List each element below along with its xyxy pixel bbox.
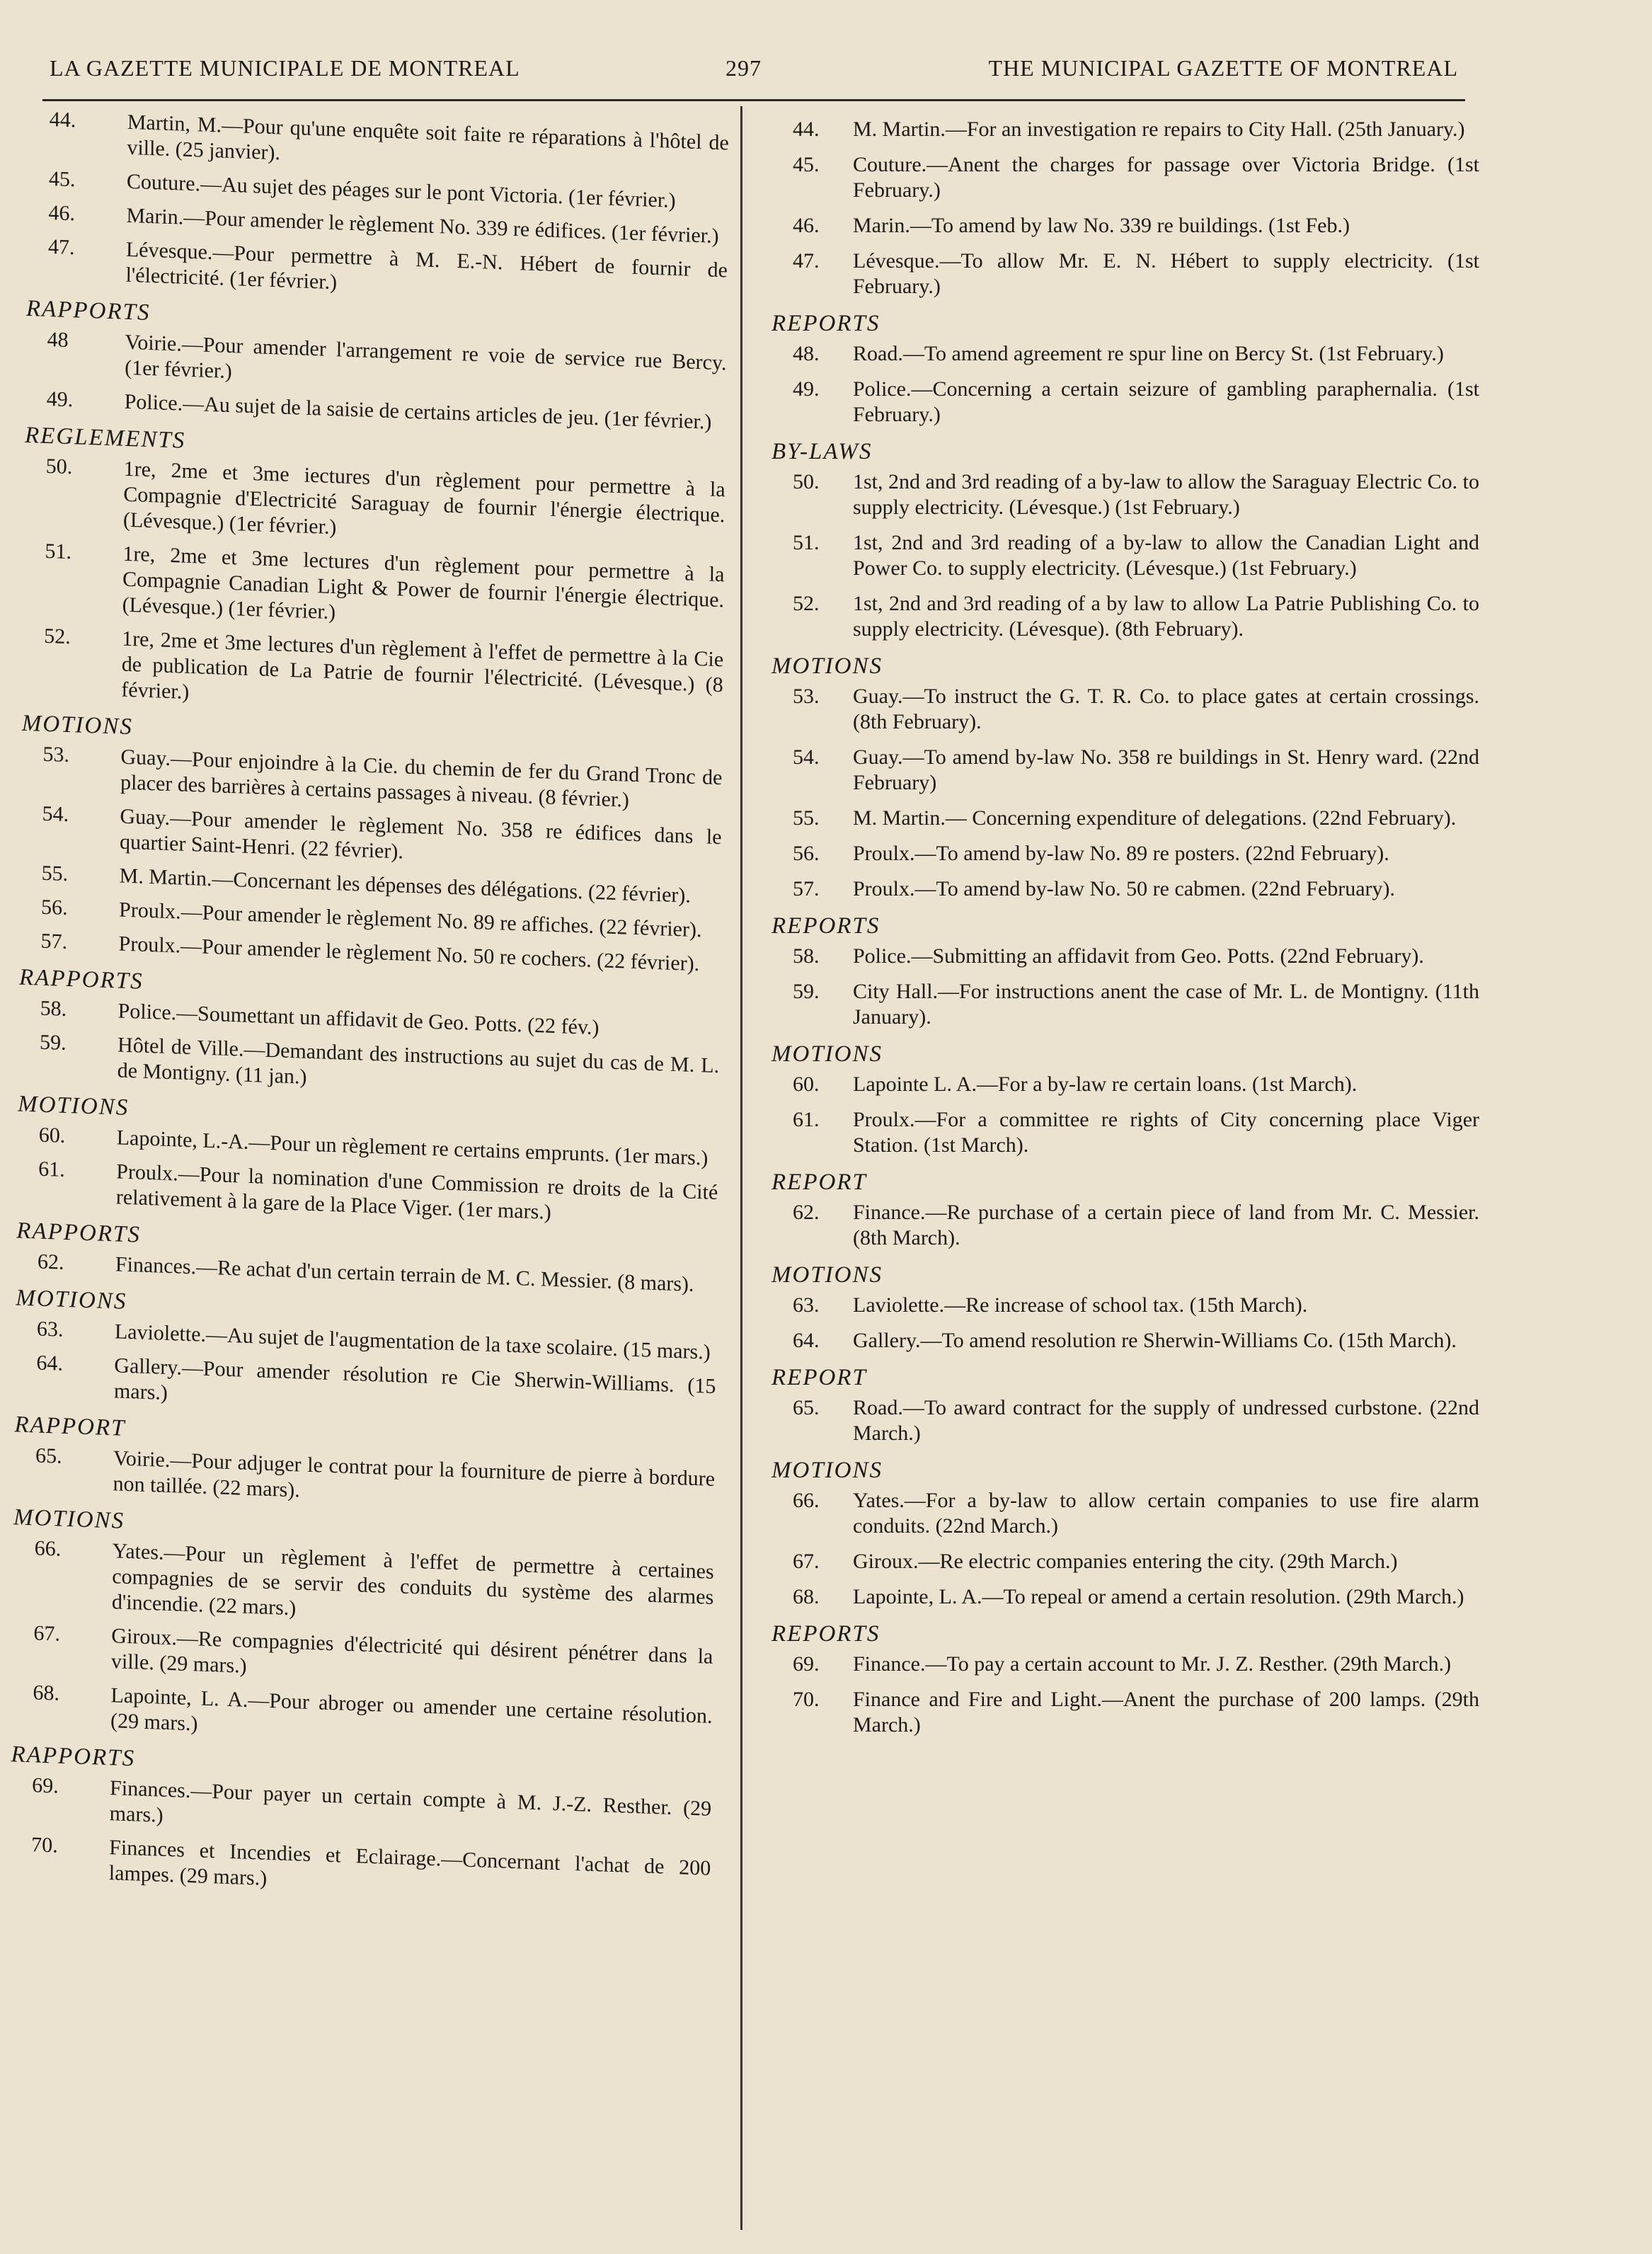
item-text: Proulx.—Pour amender le règlement No. 89 re affiches. (22 février).: [118, 898, 702, 942]
section-heading: REPORTS: [771, 311, 881, 336]
item-text: Road.—To award contract for the supply of undressed curbstone. (22nd March.): [853, 1396, 1479, 1445]
item-number: 67.: [33, 1621, 61, 1646]
item-text: Guay.—Pour enjoindre à la Cie. du chemin de fer du Grand Tronc de placer des barrières à certains passages à niveau. (8 février.): [120, 745, 723, 812]
item-text: Proulx.—To amend by-law No. 89 re posters. (22nd February).: [853, 842, 1389, 865]
item-number: 59.: [39, 1030, 67, 1055]
section-heading: REPORTS: [771, 913, 881, 939]
agenda-item: [764, 1072, 1479, 1097]
item-text: Police.—Submitting an affidavit from Geo. Potts. (22nd February).: [853, 944, 1424, 968]
item-text: Gallery.—To amend resolution re Sherwin-Williams Co. (15th March).: [853, 1329, 1457, 1352]
item-number: 69.: [793, 1652, 820, 1676]
agenda-item: [764, 469, 1479, 520]
item-text: Police.—Concerning a certain seizure of gambling paraphernalia. (1st February.): [853, 377, 1479, 426]
item-number: 67.: [793, 1550, 820, 1573]
item-number: 45.: [793, 153, 820, 176]
item-text: 1re, 2me et 3me lectures d'un règlement à l'effet de permettre à la Cie de publication de La Patrie de fournir l'électricité. (Lévesque.) (8 février.): [121, 627, 724, 704]
agenda-item: [764, 1107, 1479, 1158]
item-text: Yates.—Pour un règlement à l'effet de permettre à certaines compagnies de se servir des conduits du système des alarmes d'incendie. (22 mars.): [111, 1539, 714, 1620]
item-number: 70.: [31, 1833, 58, 1858]
agenda-item: [764, 1395, 1479, 1446]
item-text: Finances.—Pour payer un certain compte à M. J.-Z. Resther. (29 mars.): [109, 1776, 712, 1827]
item-text: Police.—Soumettant un affidavit de Geo. Potts. (22 fév.): [117, 999, 600, 1040]
item-text: Finances.—Re achat d'un certain terrain de M. C. Messier. (8 mars).: [115, 1252, 694, 1296]
item-text: 1re, 2me et 3me lectures d'un règlement pour permettre à la Compagnie Canadian Light & Power de fournir l'énergie électrique. (Lévesque.) (1er février.): [122, 542, 725, 624]
item-text: Couture.—Au sujet des péages sur le pont Victoria. (1er février.): [126, 169, 676, 212]
item-number: 55.: [41, 861, 69, 886]
item-number: 64.: [36, 1351, 64, 1375]
agenda-item: [764, 876, 1479, 902]
agenda-item: [764, 944, 1479, 969]
item-number: 56.: [793, 842, 820, 865]
item-number: 46.: [793, 214, 820, 237]
section-heading: MOTIONS: [21, 710, 134, 740]
section-heading: MOTIONS: [771, 1458, 883, 1483]
item-number: 45.: [48, 167, 76, 192]
page-header: [50, 50, 1458, 92]
item-text: Finance.—To pay a certain account to Mr. J. Z. Resther. (29th March.): [853, 1652, 1452, 1676]
item-number: 44.: [793, 118, 820, 141]
item-text: Finance.—Re purchase of a certain piece of land from Mr. C. Messier. (8th March).: [853, 1201, 1479, 1249]
agenda-item: [764, 1200, 1479, 1251]
agenda-item: [764, 684, 1479, 735]
item-text: Couture.—Anent the charges for passage over Victoria Bridge. (1st February.): [853, 153, 1479, 202]
section-heading: REPORT: [771, 1169, 867, 1195]
item-text: Guay.—Pour amender le règlement No. 358 re édifices dans le quartier Saint-Henri. (22 février).: [119, 804, 722, 864]
item-number: 50.: [45, 454, 73, 479]
section-heading: MOTIONS: [771, 653, 883, 679]
section-heading: REPORTS: [771, 1621, 881, 1647]
item-number: 48: [47, 327, 69, 352]
item-number: 52.: [43, 624, 71, 649]
item-number: 49.: [46, 387, 74, 412]
item-number: 47.: [793, 249, 820, 273]
agenda-item: [764, 1328, 1479, 1354]
item-text: Proulx.—To amend by-law No. 50 re cabmen. (22nd February).: [853, 877, 1396, 900]
item-number: 60.: [793, 1072, 820, 1096]
agenda-item: [764, 979, 1479, 1030]
item-number: 61.: [793, 1108, 820, 1131]
section-heading: MOTIONS: [18, 1091, 130, 1121]
agenda-item: [764, 1687, 1479, 1738]
agenda-item: [764, 152, 1479, 203]
item-text: Lévesque.—To allow Mr. E. N. Hébert to supply electricity. (1st February.): [853, 249, 1479, 298]
agenda-item: [764, 530, 1479, 581]
column-divider: [740, 106, 742, 2230]
item-number: 65.: [35, 1443, 62, 1468]
section-heading: RAPPORTS: [16, 1218, 142, 1248]
item-number: 63.: [36, 1317, 64, 1341]
item-number: 63.: [793, 1293, 820, 1317]
section-heading: MOTIONS: [13, 1504, 125, 1534]
item-text: Finances et Incendies et Eclairage.—Concernant l'achat de 200 lampes. (29 mars.): [108, 1836, 711, 1890]
item-number: 53.: [42, 742, 70, 767]
page-number: 297: [725, 55, 762, 81]
agenda-item: [764, 1293, 1479, 1318]
section-heading: MOTIONS: [771, 1041, 883, 1067]
item-text: Hôtel de Ville.—Demandant des instructions au sujet du cas de M. L. de Montigny. (11 jan.): [117, 1033, 720, 1089]
item-number: 58.: [793, 944, 820, 968]
item-number: 68.: [793, 1585, 820, 1608]
item-text: City Hall.—For instructions anent the case of Mr. L. de Montigny. (11th January).: [853, 980, 1479, 1029]
item-number: 51.: [45, 539, 72, 564]
item-number: 64.: [793, 1329, 820, 1352]
agenda-item: [764, 1488, 1479, 1539]
item-text: Proulx.—Pour amender le règlement No. 50 re cochers. (22 février).: [118, 932, 700, 976]
item-text: Laviolette.—Re increase of school tax. (15th March).: [853, 1293, 1308, 1317]
item-number: 62.: [37, 1249, 64, 1274]
item-number: 61.: [38, 1157, 65, 1182]
agenda-item: [764, 117, 1479, 142]
item-number: 57.: [40, 929, 68, 954]
item-text: Giroux.—Re compagnies d'électricité qui désirent pénétrer dans la ville. (29 mars.): [110, 1624, 713, 1678]
item-text: Police.—Au sujet de la saisie de certains articles de jeu. (1er février.): [124, 389, 712, 434]
agenda-item: [764, 806, 1479, 831]
item-text: Giroux.—Re electric companies entering the city. (29th March.): [853, 1550, 1398, 1573]
item-text: Lapointe, L. A.—To repeal or amend a certain resolution. (29th March.): [853, 1585, 1464, 1608]
agenda-item: [764, 248, 1479, 299]
item-text: Road.—To amend agreement re spur line on Bercy St. (1st February.): [853, 342, 1444, 365]
item-number: 54.: [793, 745, 820, 769]
item-number: 48.: [793, 342, 820, 365]
section-heading: RAPPORTS: [18, 964, 144, 995]
agenda-item: [764, 745, 1479, 796]
item-number: 53.: [793, 685, 820, 708]
item-number: 46.: [48, 201, 76, 226]
item-text: Laviolette.—Au sujet de l'augmentation de la taxe scolaire. (15 mars.): [114, 1320, 711, 1364]
item-text: Voirie.—Pour adjuger le contrat pour la fourniture de pierre à bordure non taillée. (22 mars).: [113, 1446, 716, 1502]
item-number: 66.: [793, 1489, 820, 1512]
section-heading: RAPPORT: [14, 1412, 126, 1441]
item-text: 1re, 2me et 3me iectures d'un règlement pour permettre à la Compagnie d'Electricité Saraguay de fournir l'énergie électrique. (Lévesque.) (1er février.): [122, 457, 725, 539]
agenda-item: [22, 623, 723, 724]
section-heading: BY-LAWS: [771, 439, 873, 464]
item-text: 1st, 2nd and 3rd reading of a by-law to allow the Saraguay Electric Co. to supply electricity. (Lévesque.) (1st February.): [853, 470, 1479, 519]
item-number: 65.: [793, 1396, 820, 1419]
item-text: Voirie.—Pour amender l'arrangement re voie de service rue Bercy. (1er février.): [125, 330, 727, 384]
item-text: Lévesque.—Pour permettre à M. E.-N. Hébert de fournir de l'électricité. (1er février.): [125, 237, 728, 294]
item-text: 1st, 2nd and 3rd reading of a by-law to allow the Canadian Light and Power Co. to supply electricity. (Lévesque.) (1st February.): [853, 531, 1479, 580]
header-title-french: LA GAZETTE MUNICIPALE DE MONTREAL: [50, 55, 520, 81]
item-text: Marin.—Pour amender le règlement No. 339 re édifices. (1er février.): [126, 203, 719, 248]
item-number: 62.: [793, 1201, 820, 1224]
item-number: 57.: [793, 877, 820, 900]
item-number: 52.: [793, 592, 820, 615]
item-text: M. Martin.—For an investigation re repairs to City Hall. (25th January.): [853, 118, 1465, 141]
item-number: 49.: [793, 377, 820, 401]
item-text: Lapointe, L.-A.—Pour un règlement re certains emprunts. (1er mars.): [116, 1126, 709, 1170]
item-number: 69.: [31, 1773, 59, 1798]
agenda-item: [23, 538, 724, 639]
item-number: 70.: [793, 1688, 820, 1711]
item-number: 54.: [42, 801, 69, 827]
section-heading: REPORT: [771, 1365, 867, 1390]
item-number: 60.: [38, 1123, 66, 1148]
item-number: 66.: [34, 1536, 62, 1561]
item-text: Martin, M.—Pour qu'une enquête soit faite re réparations à l'hôtel de ville. (25 janvier).: [127, 110, 729, 165]
french-column: [6, 106, 729, 2254]
section-heading: RAPPORTS: [11, 1741, 136, 1772]
english-column: [764, 117, 1479, 2233]
item-text: Marin.—To amend by law No. 339 re buildings. (1st Feb.): [853, 214, 1350, 237]
agenda-item: [764, 841, 1479, 866]
item-number: 51.: [793, 531, 820, 554]
agenda-item: [764, 1549, 1479, 1574]
item-number: 55.: [793, 806, 820, 830]
item-number: 50.: [793, 470, 820, 493]
section-heading: MOTIONS: [771, 1262, 883, 1288]
item-text: Proulx.—For a committee re rights of City concerning place Viger Station. (1st March).: [853, 1108, 1479, 1157]
header-rule: [42, 99, 1465, 101]
item-text: Gallery.—Pour amender résolution re Cie Sherwin-Williams. (15 mars.): [113, 1354, 716, 1405]
item-text: Guay.—To instruct the G. T. R. Co. to place gates at certain crossings. (8th February).: [853, 685, 1479, 733]
agenda-item: [764, 341, 1479, 367]
agenda-item: [764, 591, 1479, 642]
section-heading: REGLEMENTS: [24, 422, 186, 454]
item-text: Lapointe L. A.—For a by-law re certain loans. (1st March).: [853, 1072, 1358, 1096]
agenda-item: [764, 213, 1479, 239]
item-number: 58.: [40, 996, 67, 1021]
item-text: Guay.—To amend by-law No. 358 re buildings in St. Henry ward. (22nd February): [853, 745, 1479, 794]
header-title-english: THE MUNICIPAL GAZETTE OF MONTREAL: [988, 55, 1458, 81]
section-heading: MOTIONS: [16, 1285, 127, 1315]
item-text: 1st, 2nd and 3rd reading of a by law to allow La Patrie Publishing Co. to supply electricity. (Lévesque). (8th February).: [853, 592, 1479, 641]
item-number: 44.: [49, 108, 76, 132]
section-heading: RAPPORTS: [25, 295, 151, 326]
item-text: Yates.—For a by-law to allow certain companies to use fire alarm conduits. (22nd March.): [853, 1489, 1479, 1538]
item-number: 59.: [793, 980, 820, 1003]
item-text: Finance and Fire and Light.—Anent the purchase of 200 lamps. (29th March.): [853, 1688, 1479, 1737]
item-number: 56.: [40, 895, 68, 920]
item-text: M. Martin.— Concerning expenditure of delegations. (22nd February).: [853, 806, 1457, 830]
item-text: Proulx.—Pour la nomination d'une Commission re droits de la Cité relativement à la gare de la Place Viger. (1er mars.): [115, 1160, 718, 1224]
item-number: 47.: [47, 234, 75, 260]
item-number: 68.: [33, 1681, 60, 1705]
agenda-item: [764, 1584, 1479, 1610]
item-text: M. Martin.—Concernant les dépenses des délégations. (22 février).: [119, 864, 692, 908]
agenda-item: [764, 1652, 1479, 1677]
agenda-item: [764, 377, 1479, 428]
item-text: Lapointe, L. A.—Pour abroger ou amender une certaine résolution. (29 mars.): [110, 1683, 713, 1736]
